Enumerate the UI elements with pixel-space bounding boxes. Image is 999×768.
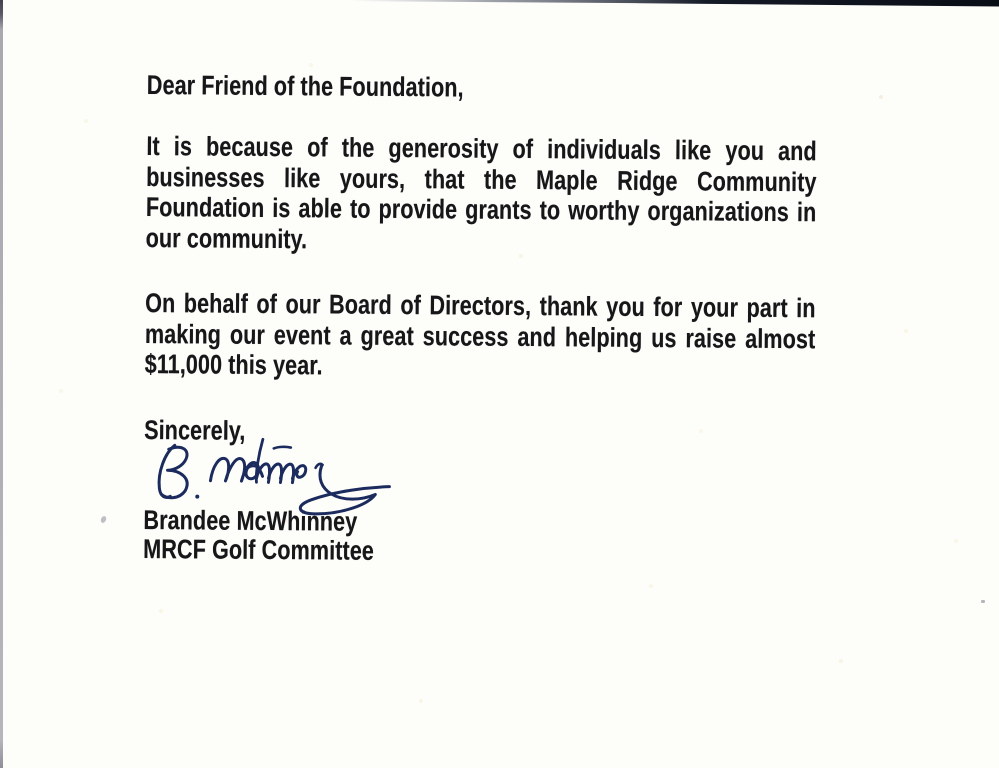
- paragraph-line: businesses like yours, that the Maple Ridge Community: [146, 161, 817, 197]
- salutation: Dear Friend of the Foundation,: [146, 70, 464, 103]
- paragraph-line: making our event a great success and helping us raise almost: [144, 318, 816, 354]
- scan-speck: [981, 600, 985, 603]
- signer-name: Brandee McWhinney: [143, 504, 358, 537]
- scan-edge-top: [0, 0, 999, 10]
- signature-handwriting: [139, 428, 410, 531]
- closing: Sincerely,: [144, 414, 246, 446]
- letter-body: [143, 70, 818, 635]
- paragraph-line: Foundation is able to provide grants to worthy organizations in: [145, 191, 817, 228]
- scan-edge-left: [0, 0, 3, 768]
- paragraph-2: [145, 288, 816, 385]
- signer-title: MRCF Golf Committee: [143, 533, 375, 566]
- paragraph-line: It is because of the generosity of individuals like you and: [146, 130, 817, 167]
- paragraph-line: $11,000 this year.: [144, 348, 323, 381]
- paragraph-line: On behalf of our Board of Directors, thank you for your part in: [145, 287, 816, 324]
- scan-speck: [100, 515, 107, 523]
- signature-ink: [159, 438, 390, 514]
- paragraph-1: [146, 131, 817, 258]
- paragraph-line: our community.: [145, 222, 308, 254]
